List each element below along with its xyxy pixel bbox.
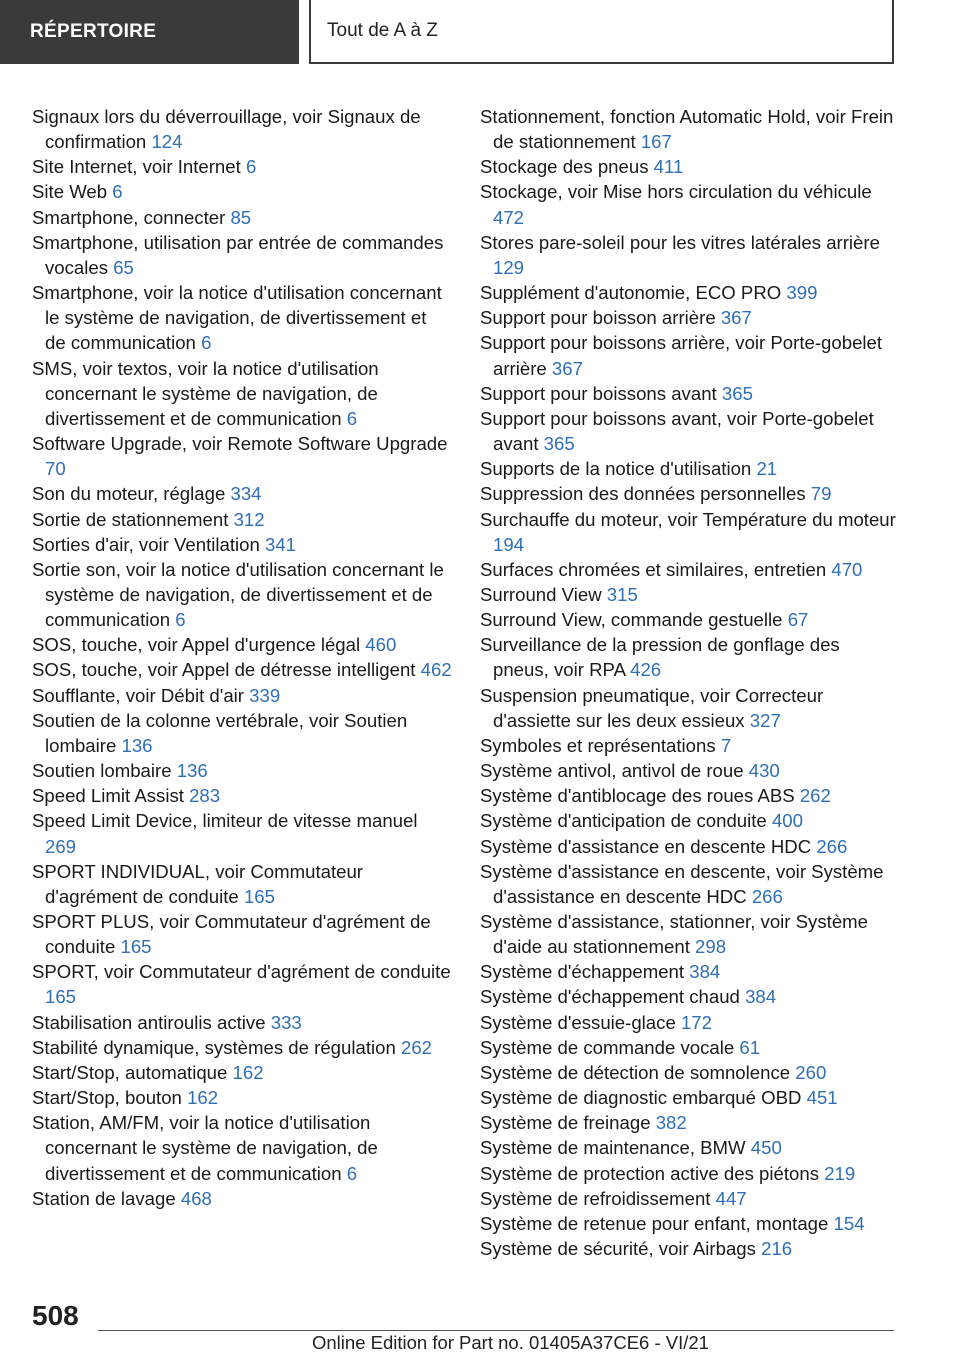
index-entry-text: Support pour boisson arrière (480, 307, 716, 329)
index-entry-text: Stabilité dynamique, systèmes de régulation (32, 1036, 396, 1058)
index-page-link[interactable]: 6 (346, 1162, 358, 1184)
index-entry-text: Soutien lombaire (32, 760, 172, 782)
index-entry-text: Système d'anticipation de conduite (480, 810, 767, 832)
index-entry-text: SPORT, voir Commutateur d'agrément de conduite (32, 961, 451, 983)
index-entry-text: Speed Limit Device, limiteur de vitesse manuel (32, 810, 418, 832)
index-entry-text: Signaux lors du déverrouillage, voir Signaux de confirmation (32, 106, 421, 153)
index-page-link[interactable]: 85 (230, 206, 252, 228)
index-page-link[interactable]: 136 (176, 760, 208, 782)
index-entry (32, 758, 452, 783)
index-entry (480, 582, 900, 607)
index-page-link[interactable]: 79 (810, 483, 832, 505)
index-entry (32, 808, 452, 858)
index-entry-text: Stockage des pneus (480, 156, 649, 178)
index-entry-text: Surfaces chromées et similaires, entretien (480, 558, 827, 580)
index-entry (32, 104, 452, 154)
index-page-link[interactable]: 6 (175, 609, 186, 631)
index-page-link[interactable]: 365 (721, 382, 753, 404)
index-entry-text: Système d'essuie-glace (480, 1011, 676, 1033)
index-page-link[interactable]: 367 (551, 357, 583, 379)
index-entry-text: Surround View (480, 583, 602, 605)
index-entry (32, 1110, 452, 1185)
index-entry (32, 507, 452, 532)
index-entry (480, 834, 900, 859)
index-page-link[interactable]: 426 (630, 659, 662, 681)
index-entry (480, 154, 900, 179)
index-entry-text: Smartphone, utilisation par entrée de commandes vocales (32, 231, 444, 278)
index-page-link[interactable]: 262 (799, 785, 831, 807)
index-entry (480, 859, 900, 909)
index-entry-text: Système d'assistance en descente, voir Système d'assistance en descente HDC (480, 860, 884, 907)
subsection-tab: Tout de A à Z (309, 0, 894, 64)
index-entry-text: Système de refroidissement (480, 1187, 711, 1209)
index-page-link[interactable]: 430 (748, 760, 780, 782)
index-page-link[interactable]: 365 (543, 433, 575, 455)
index-entry (480, 481, 900, 506)
index-entry-text: Supports de la notice d'utilisation (480, 458, 752, 480)
index-entry (480, 1161, 900, 1186)
index-page-link[interactable]: 6 (201, 332, 212, 354)
index-page-link[interactable]: 6 (112, 181, 123, 203)
index-page-link[interactable]: 384 (689, 961, 721, 983)
index-entry (480, 230, 900, 280)
index-entry-text: Système de sécurité, voir Airbags (480, 1238, 756, 1260)
index-entry (480, 406, 900, 456)
index-entry-text: Système de freinage (480, 1112, 651, 1134)
index-entry (32, 632, 452, 657)
index-entry (480, 758, 900, 783)
index-entry (480, 1211, 900, 1236)
index-page-link[interactable]: 260 (795, 1061, 827, 1083)
index-entry-text: Support pour boissons avant (480, 382, 717, 404)
index-entry-text: Station, AM/FM, voir la notice d'utilisation concernant le système de navigation, de divertissement et de communication (32, 1112, 378, 1184)
index-page-link[interactable]: 367 (720, 307, 752, 329)
index-entry (480, 607, 900, 632)
index-entry (480, 1135, 900, 1160)
index-entry-text: SPORT INDIVIDUAL, voir Commutateur d'agrément de conduite (32, 860, 363, 907)
index-entry (32, 1085, 452, 1110)
index-entry-text: Speed Limit Assist (32, 785, 184, 807)
index-entry-text: Système de diagnostic embarqué OBD (480, 1087, 802, 1109)
index-page-link[interactable]: 399 (786, 282, 818, 304)
index-page-link[interactable]: 162 (232, 1061, 264, 1083)
index-page-link[interactable]: 384 (745, 986, 777, 1008)
index-entry (480, 330, 900, 380)
page-number: 508 (32, 1300, 79, 1331)
index-page-link[interactable]: 462 (420, 659, 452, 681)
index-entry-text: Suppression des données personnelles (480, 483, 806, 505)
index-entry-text: Système de détection de somnolence (480, 1061, 791, 1083)
index-page-link[interactable]: 262 (401, 1036, 433, 1058)
index-entry-text: Symboles et représentations (480, 734, 716, 756)
index-entry-text: Système antivol, antivol de roue (480, 760, 744, 782)
index-entry-text: Stationnement, fonction Automatic Hold, voir Frein de stationnement (480, 106, 894, 153)
index-page-link[interactable]: 7 (720, 734, 732, 756)
index-entry-text: Système d'échappement chaud (480, 986, 740, 1008)
index-entry (32, 431, 452, 481)
index-page-link[interactable]: 70 (45, 458, 66, 480)
index-page-link[interactable]: 283 (189, 785, 221, 807)
index-entry-text: Start/Stop, bouton (32, 1087, 182, 1109)
index-entry-text: Stabilisation antiroulis active (32, 1011, 266, 1033)
index-page-link[interactable]: 411 (653, 156, 684, 178)
index-page-link[interactable]: 400 (771, 810, 803, 832)
index-entry (32, 1060, 452, 1085)
index-entry (480, 1186, 900, 1211)
index-entry-text: Son du moteur, réglage (32, 483, 226, 505)
index-page-link[interactable]: 339 (249, 684, 281, 706)
index-entry-text: Station de lavage (32, 1187, 176, 1209)
index-page-link[interactable]: 447 (715, 1187, 747, 1209)
index-entry (480, 959, 900, 984)
index-column-left (32, 104, 452, 1211)
index-page-link[interactable]: 6 (245, 156, 257, 178)
footer-edition: Online Edition for Part no. 01405A37CE6 - VI/21 (312, 1332, 709, 1353)
index-entry-text: SMS, voir textos, voir la notice d'utilisation concernant le système de navigation, de divertissement et de communication (32, 357, 379, 429)
index-page-link[interactable]: 266 (751, 885, 783, 907)
index-entry-text: SOS, touche, voir Appel de détresse intelligent (32, 659, 416, 681)
index-page-link[interactable]: 219 (824, 1162, 856, 1184)
index-page-link[interactable]: 167 (640, 131, 672, 153)
index-page-link[interactable]: 61 (739, 1036, 761, 1058)
index-page-link[interactable]: 269 (45, 835, 77, 857)
index-entry (480, 456, 900, 481)
index-entry-text: Suspension pneumatique, voir Correcteur d'assiette sur les deux essieux (480, 684, 824, 731)
index-entry-text: Support pour boissons arrière, voir Porte-gobelet arrière (480, 332, 883, 379)
index-entry (480, 909, 900, 959)
index-page-link[interactable]: 470 (831, 558, 863, 580)
index-entry (32, 179, 452, 204)
index-entry-text: SOS, touche, voir Appel d'urgence légal (32, 634, 361, 656)
index-entry-text: Site Internet, voir Internet (32, 156, 241, 178)
index-entry-text: Software Upgrade, voir Remote Software Upgrade (32, 433, 448, 455)
index-entry-text: Système d'antiblocage des roues ABS (480, 785, 795, 807)
index-entry-text: Système de maintenance, BMW (480, 1137, 746, 1159)
index-page-link[interactable]: 165 (45, 986, 77, 1008)
index-page-link[interactable]: 334 (230, 483, 262, 505)
index-page-link[interactable]: 315 (606, 583, 638, 605)
index-entry-text: Système d'assistance en descente HDC (480, 835, 812, 857)
index-page-link[interactable]: 162 (187, 1087, 219, 1109)
footer-rule (98, 1330, 894, 1331)
index-page-link[interactable]: 21 (756, 458, 778, 480)
index-entry (32, 356, 452, 431)
index-page-link[interactable]: 6 (346, 407, 358, 429)
index-entry-text: Stores pare-soleil pour les vitres latérales arrière (480, 231, 880, 253)
index-page-link[interactable]: 124 (151, 131, 183, 153)
index-entry (32, 683, 452, 708)
index-entry (480, 280, 900, 305)
index-entry-text: Système de retenue pour enfant, montage (480, 1212, 829, 1234)
index-column-right (480, 104, 900, 1261)
index-entry (480, 783, 900, 808)
index-page-link[interactable]: 194 (493, 533, 525, 555)
index-page-link[interactable]: 165 (120, 936, 152, 958)
index-entry (32, 708, 452, 758)
index-entry-text: Stockage, voir Mise hors circulation du véhicule (480, 181, 872, 203)
section-tab: RÉPERTOIRE (0, 0, 299, 64)
index-entry (480, 1085, 900, 1110)
index-entry (480, 984, 900, 1009)
index-entry (32, 1010, 452, 1035)
index-entry-text: Surround View, commande gestuelle (480, 609, 783, 631)
index-page-link[interactable]: 472 (493, 206, 525, 228)
index-entry (32, 280, 452, 355)
index-entry-text: Smartphone, voir la notice d'utilisation concernant le système de navigation, de divertissement et de communication (32, 282, 442, 354)
index-entry (32, 154, 452, 179)
index-entry-text: Système d'assistance, stationner, voir Système d'aide au stationnement (480, 911, 868, 958)
index-entry-text: Soutien de la colonne vertébrale, voir Soutien lombaire (32, 709, 408, 756)
index-page-link[interactable]: 451 (806, 1087, 838, 1109)
index-entry (32, 657, 452, 682)
index-page-link[interactable]: 129 (493, 256, 525, 278)
index-page-link[interactable]: 165 (243, 885, 275, 907)
index-entry-text: Système de protection active des piétons (480, 1162, 820, 1184)
index-entry-text: Système d'échappement (480, 961, 685, 983)
index-page-link[interactable]: 468 (180, 1187, 212, 1209)
index-entry (32, 909, 452, 959)
index-entry-text: Sortie de stationnement (32, 508, 229, 530)
index-entry (32, 1035, 452, 1060)
index-entry (480, 1236, 900, 1261)
index-page-link[interactable]: 65 (113, 256, 134, 278)
index-entry (480, 808, 900, 833)
index-entry-text: Sorties d'air, voir Ventilation (32, 533, 260, 555)
index-page-link[interactable]: 154 (833, 1212, 865, 1234)
index-entry (480, 381, 900, 406)
index-entry-text: SPORT PLUS, voir Commutateur d'agrément de conduite (32, 911, 431, 958)
index-entry-text: Soufflante, voir Débit d'air (32, 684, 244, 706)
index-entry (32, 1186, 452, 1211)
index-entry (480, 104, 900, 154)
index-entry (480, 632, 900, 682)
index-page-link[interactable]: 333 (270, 1011, 302, 1033)
index-entry-text: Supplément d'autonomie, ECO PRO (480, 282, 782, 304)
index-entry (480, 1060, 900, 1085)
index-entry (32, 859, 452, 909)
index-entry (32, 230, 452, 280)
index-page-link[interactable]: 450 (750, 1137, 782, 1159)
index-entry (32, 481, 452, 506)
index-entry (480, 179, 900, 229)
index-entry-text: Sortie son, voir la notice d'utilisation concernant le système de navigation, de divertissement et de communication (32, 558, 444, 631)
index-page-link[interactable]: 327 (749, 709, 781, 731)
index-entry-text: Start/Stop, automatique (32, 1061, 228, 1083)
index-entry (480, 733, 900, 758)
index-entry (32, 783, 452, 808)
index-page-link[interactable]: 382 (655, 1112, 687, 1134)
index-page-link[interactable]: 136 (121, 734, 153, 756)
index-entry-text: Surveillance de la pression de gonflage des pneus, voir RPA (480, 634, 840, 681)
index-page-link[interactable]: 312 (233, 508, 265, 530)
index-entry (32, 959, 452, 1009)
index-entry (32, 557, 452, 632)
index-entry-text: Support pour boissons avant, voir Porte-gobelet avant (480, 407, 874, 455)
index-entry (480, 683, 900, 733)
index-entry (480, 305, 900, 330)
index-entry-text: Système de commande vocale (480, 1036, 735, 1058)
index-entry (480, 507, 900, 557)
index-page-link[interactable]: 341 (265, 533, 297, 555)
index-page-link[interactable]: 216 (761, 1238, 793, 1260)
index-entry (32, 532, 452, 557)
index-page-link[interactable]: 67 (787, 609, 809, 631)
index-entry-text: Site Web (32, 181, 108, 203)
index-page-link[interactable]: 172 (680, 1011, 712, 1033)
index-entry-text: Smartphone, connecter (32, 206, 226, 228)
index-entry (480, 557, 900, 582)
index-page-link[interactable]: 266 (816, 835, 848, 857)
index-entry-text: Surchauffe du moteur, voir Température du moteur (480, 508, 896, 530)
index-entry (480, 1035, 900, 1060)
index-page-link[interactable]: 298 (695, 936, 727, 958)
index-page-link[interactable]: 460 (365, 634, 397, 656)
index-entry (480, 1010, 900, 1035)
index-entry (480, 1110, 900, 1135)
index-entry (32, 205, 452, 230)
